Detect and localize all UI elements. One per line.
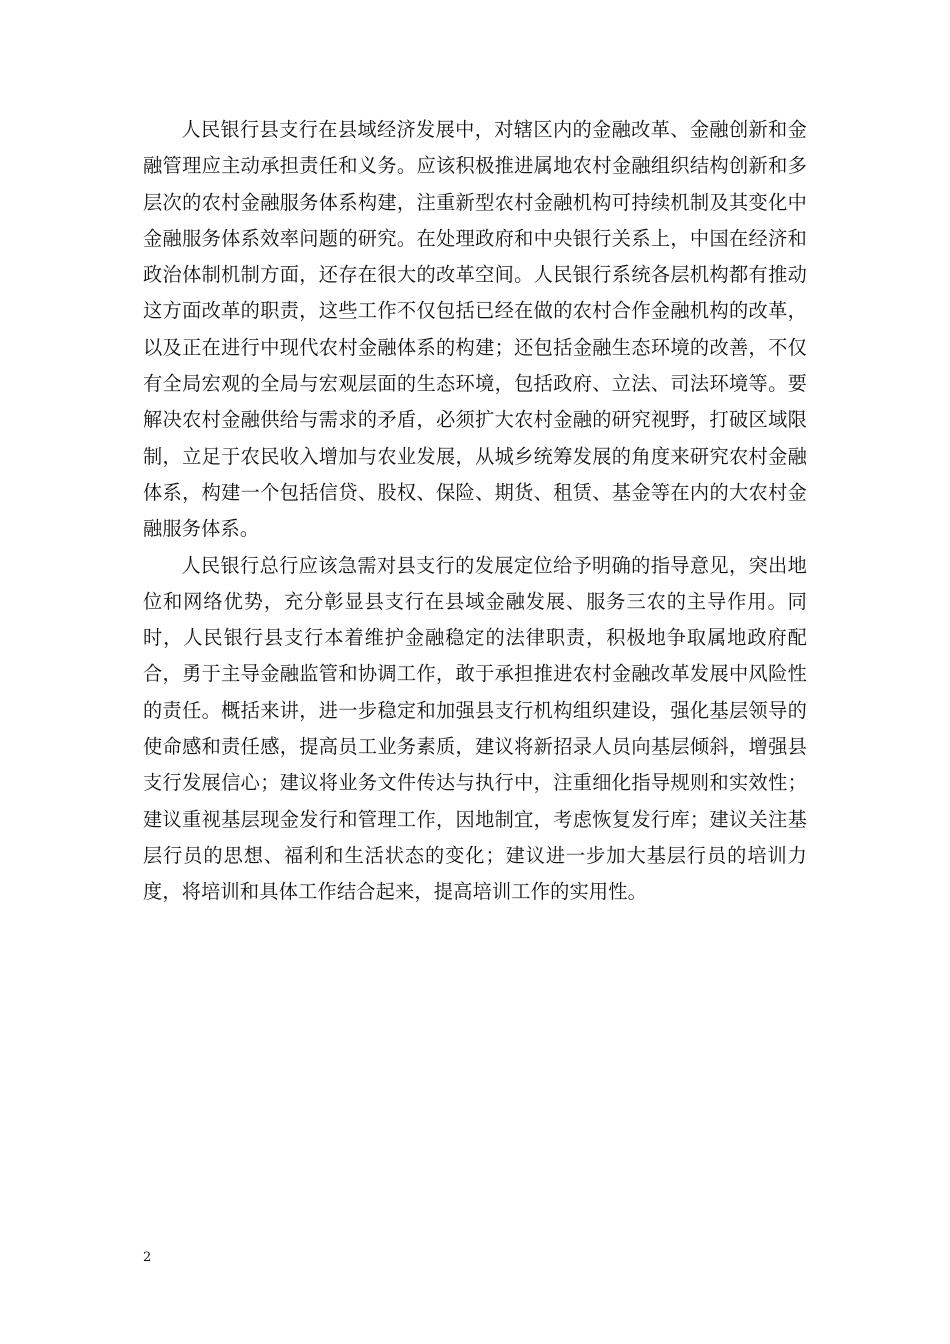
paragraph-1: 人民银行县支行在县域经济发展中，对辖区内的金融改革、金融创新和金融管理应主动承担责任和义务。应该积极推进属地农村金融组织结构创新和多层次的农村金融服务体系构建，注重新型农村金融机构可持续机制及其变化中金融服务体系效率问题的研究。在处理政府和中央银行关系上，中国在经济和政治体制机制方面，还存在很大的改革空间。人民银行系统各层机构都有推动这方面改革的职责，这些工作不仅包括已经在做的农村合作金融机构的改革，以及正在进行中现代农村金融体系的构建；还包括金融生态环境的改善，不仅有全局宏观的全局与宏观层面的生态环境，包括政府、立法、司法环境等。要解决农村金融供给与需求的矛盾，必须扩大农村金融的研究视野，打破区域限制，立足于农民收入增加与农业发展，从城乡统筹发展的角度来研究农村金融体系，构建一个包括信贷、股权、保险、期货、租赁、基金等在内的大农村金融服务体系。 (143, 118, 807, 541)
document-body (143, 112, 807, 911)
page-number: 2 (143, 1250, 152, 1265)
paragraph-2: 人民银行总行应该急需对县支行的发展定位给予明确的指导意见，突出地位和网络优势，充分彰显县支行在县域金融发展、服务三农的主导作用。同时，人民银行县支行本着维护金融稳定的法律职责，积极地争取属地政府配合，勇于主导金融监管和协调工作，敢于承担推进农村金融改革发展中风险性的责任。概括来讲，进一步稳定和加强县支行机构组织建设，强化基层领导的使命感和责任感，提高员工业务素质，建议将新招录人员向基层倾斜，增强县支行发展信心；建议将业务文件传达与执行中，注重细化指导规则和实效性；建议重视基层现金发行和管理工作，因地制宜，考虑恢复发行库；建议关注基层行员的思想、福利和生活状态的变化；建议进一步加大基层行员的培训力度，将培训和具体工作结合起来，提高培训工作的实用性。 (143, 553, 807, 904)
